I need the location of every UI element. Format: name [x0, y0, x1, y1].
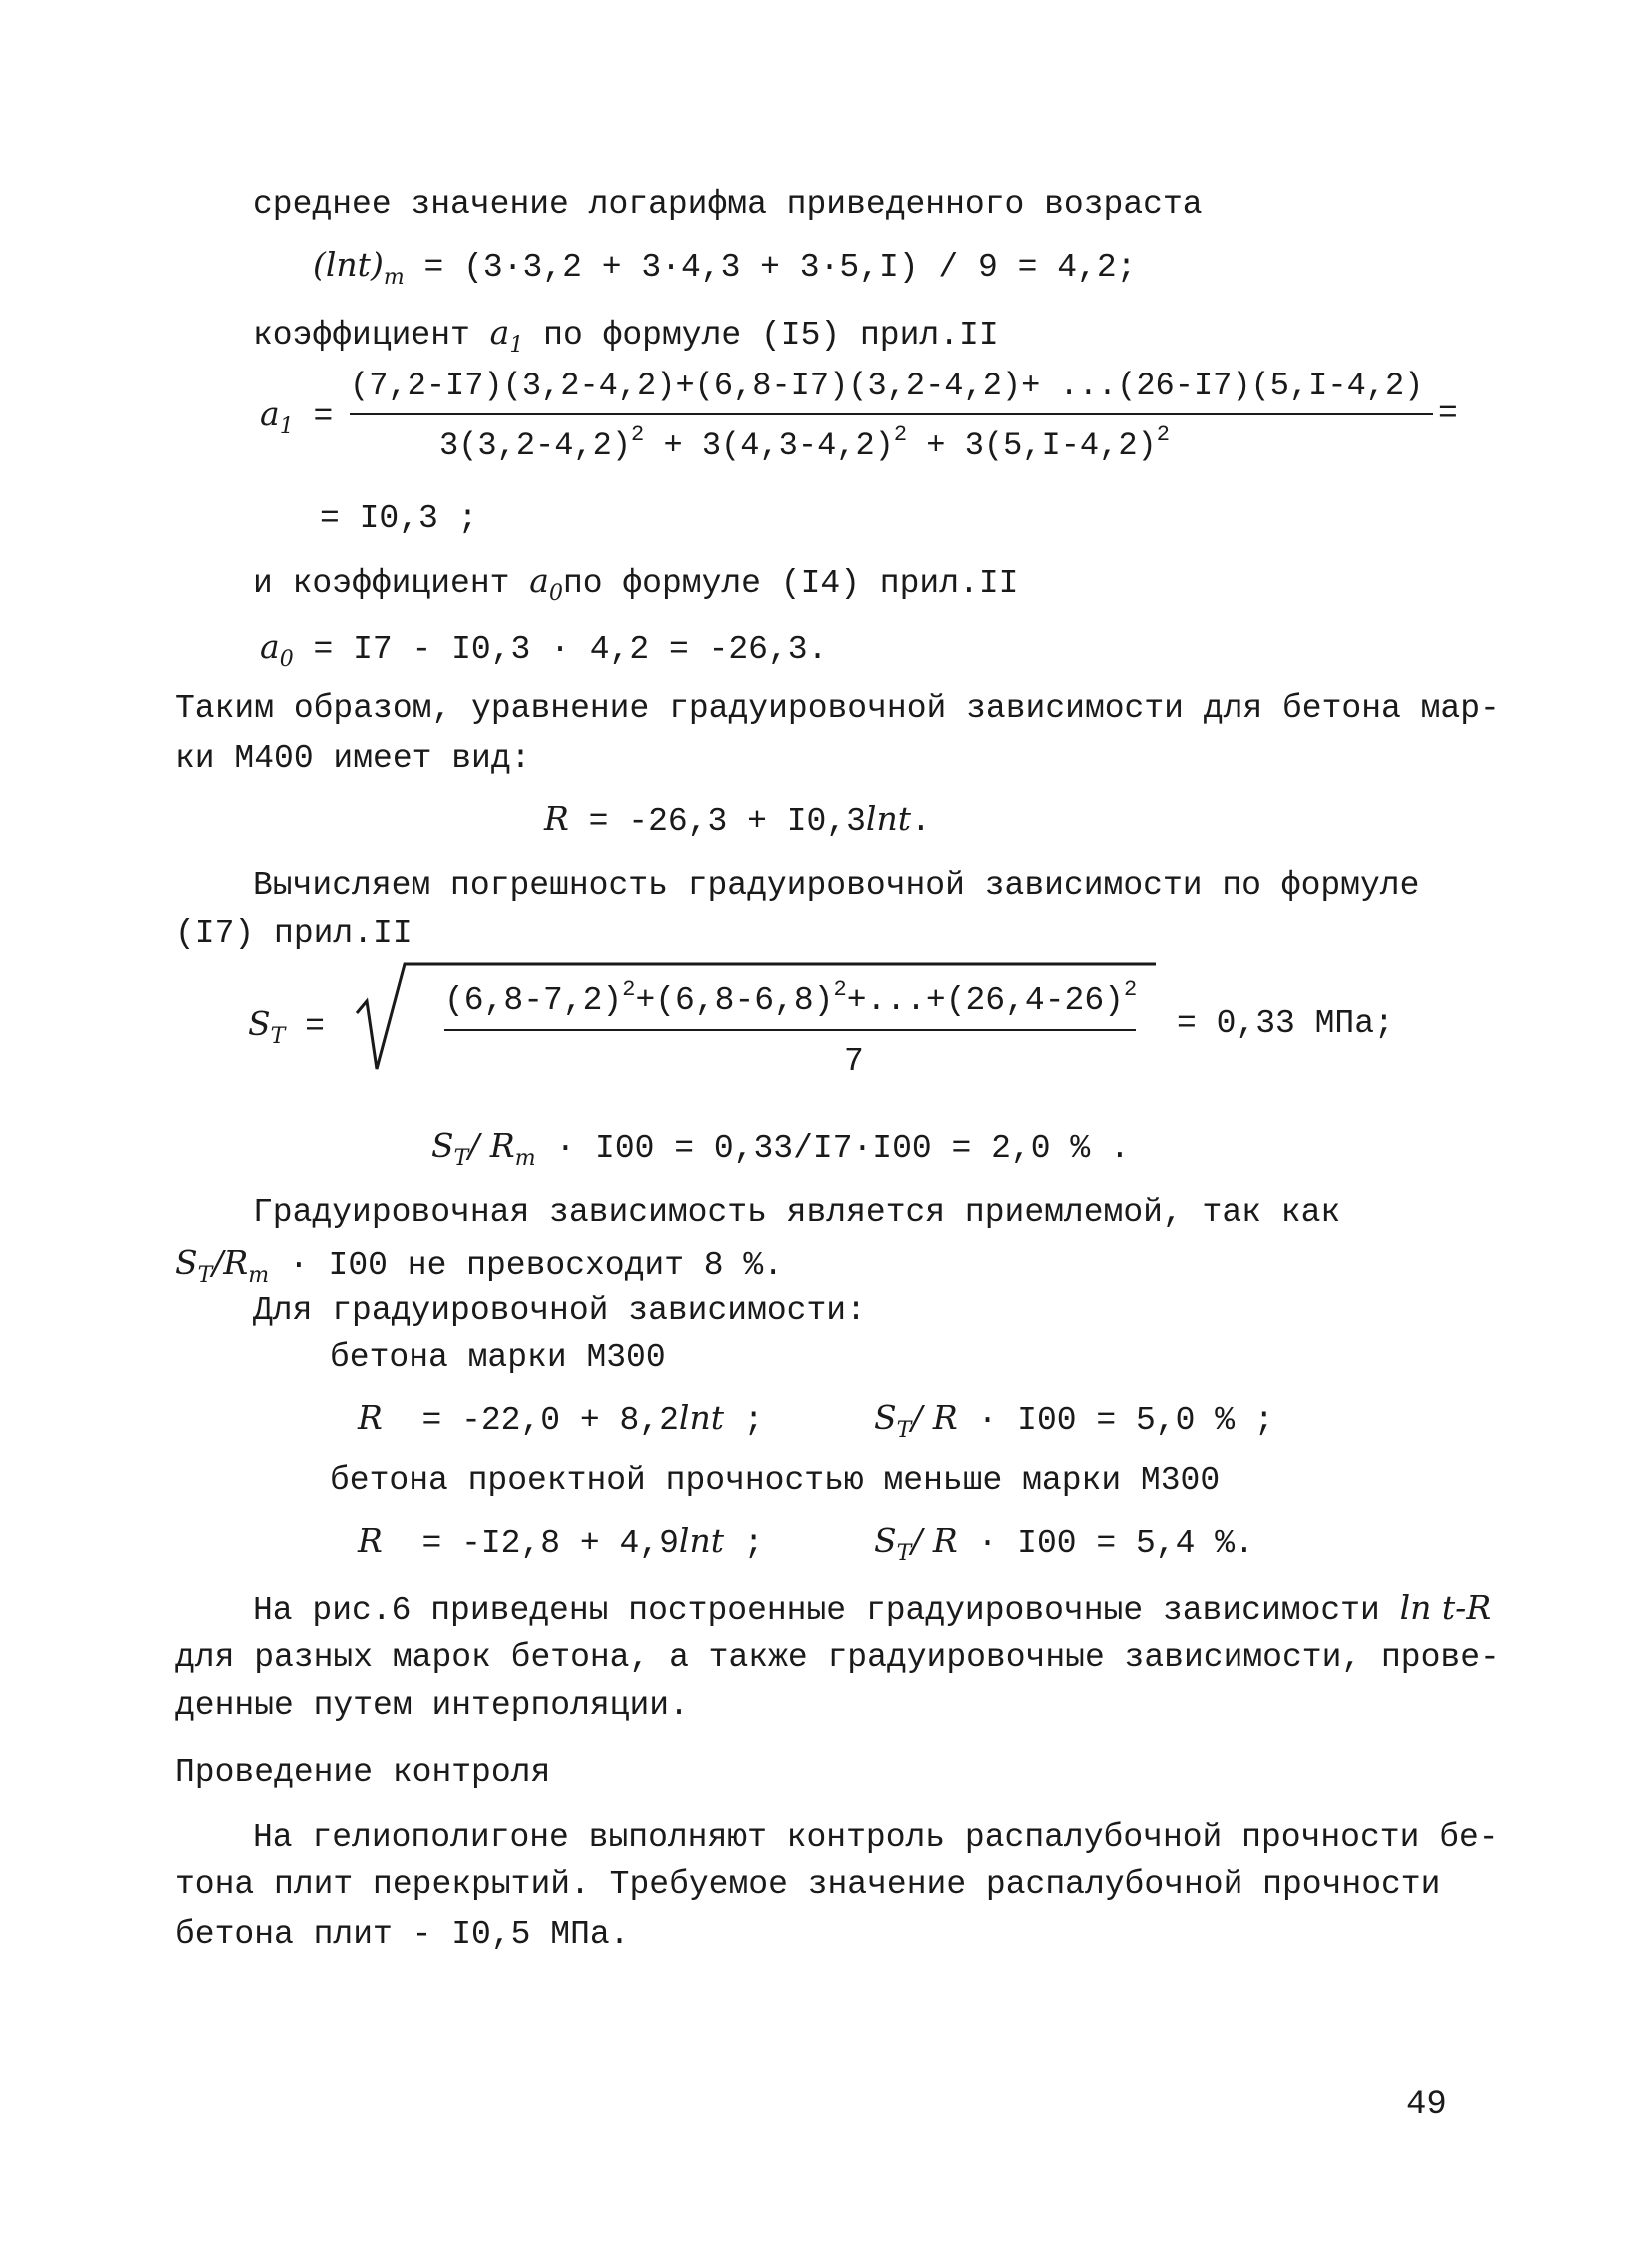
section-heading: Проведение контроля [175, 1754, 551, 1791]
paragraph-line: Градуировочная зависимость является приемлемой, так как [253, 1194, 1341, 1231]
var: a [260, 627, 280, 666]
text: коэффициент [253, 317, 470, 354]
part: +...+(26,4-26) [846, 982, 1124, 1019]
paragraph-line: денные путем интерполяции. [175, 1687, 689, 1724]
paragraph-line: Вычисляем погрешность градуировочной зависимости по формуле [253, 867, 1420, 904]
lhs: S [248, 1004, 271, 1043]
paragraph-line: Таким образом, уравнение градуировочной зависимости для бетона мар- [175, 690, 1500, 727]
semicolon: ; [724, 1402, 764, 1439]
var: S [431, 1126, 454, 1165]
part: (6,8-7,2) [444, 982, 623, 1019]
var-sub: 0 [548, 581, 563, 606]
mid: = -I2,8 + 4,9 [382, 1525, 679, 1562]
sup: 2 [622, 977, 636, 1002]
formula-st-numerator [444, 977, 1138, 1021]
lhs: (lnt) [313, 245, 384, 284]
paragraph-line: ки М400 имеет вид: [175, 740, 531, 777]
text: На рис.6 приведены построенные градуировочные зависимости [253, 1592, 1380, 1629]
text-line-coef-a1 [253, 313, 999, 356]
formula-st-result: = 0,33 МПа; [1177, 1005, 1394, 1042]
rhs: · I00 = 0,33/I7·I00 = 2,0 % . [555, 1130, 1130, 1167]
lhs: a [260, 394, 280, 433]
text: по формуле (I4) прил.II [562, 565, 1019, 602]
text: среднее значение логарифма приведенного возраста [253, 186, 1203, 223]
part: 3(3,2-4,2) [439, 427, 632, 464]
var: S [874, 1521, 897, 1560]
paragraph-line [253, 1588, 1491, 1631]
paragraph-line: тона плит перекрытий. Требуемое значение распалубочной прочности [175, 1867, 1441, 1903]
var: R [358, 1521, 383, 1560]
end: . [911, 803, 931, 840]
var-sub: m [514, 1146, 536, 1171]
sup: 2 [833, 977, 847, 1002]
var: / R [468, 1126, 515, 1165]
paragraph-line: для разных марок бетона, а также градуировочные зависимости, прове- [175, 1639, 1500, 1676]
paragraph-line [175, 1243, 783, 1286]
semicolon: ; [724, 1525, 764, 1562]
ln: lnt [865, 799, 911, 838]
paragraph-line: На гелиополигоне выполняют контроль распалубочной прочности бе- [253, 1819, 1499, 1856]
part: + 3(4,3-4,2) [644, 427, 894, 464]
var: / R [911, 1398, 958, 1437]
formula-mean-log [313, 245, 1136, 288]
text: и коэффициент [253, 565, 510, 602]
rhs: = I7 - I0,3 · 4,2 = -26,3. [313, 631, 828, 668]
formula-st-denominator: 7 [844, 1043, 864, 1080]
ln: lnt [678, 1521, 724, 1560]
var: R [544, 799, 569, 838]
paragraph-line: бетона проектной прочностью меньше марки М300 [330, 1462, 1221, 1499]
ln: ln t-R [1399, 1588, 1492, 1627]
mid: = -26,3 + I0,3 [568, 803, 866, 840]
var-sub: m [248, 1263, 270, 1288]
text: по формуле (I5) прил.II [543, 317, 999, 354]
var: S [874, 1398, 897, 1437]
text: · I00 не превосходит 8 %. [269, 1247, 784, 1284]
var-sub: T [896, 1418, 912, 1443]
lhs-sub: m [383, 265, 405, 290]
rhs: · I00 = 5,4 %. [957, 1525, 1254, 1562]
text-line-coef-a0 [253, 561, 1018, 604]
ln: lnt [678, 1398, 724, 1437]
var-sub: 1 [509, 333, 524, 358]
sup: 2 [893, 422, 908, 447]
text-line-mean-log [253, 185, 1203, 225]
var-sub: 0 [279, 647, 294, 672]
paragraph-line: бетона марки М300 [330, 1339, 666, 1376]
equation-below-m300-ratio [874, 1521, 1254, 1564]
part: + 3(5,I-4,2) [907, 427, 1157, 464]
formula-a1-result: = I0,3 ; [320, 500, 478, 537]
equation-m300 [358, 1398, 764, 1441]
var: R [358, 1398, 383, 1437]
formula-a0 [260, 627, 827, 670]
rhs: · I00 = 5,0 % ; [957, 1402, 1274, 1439]
mid: = -22,0 + 8,2 [382, 1402, 679, 1439]
var-sub: T [453, 1146, 469, 1171]
formula-a1-lhs [260, 394, 333, 437]
equation-m400 [544, 799, 931, 842]
fraction-bar [350, 413, 1433, 415]
paragraph-line: бетона плит - I0,5 МПа. [175, 1916, 630, 1953]
trailing-equals: = [1438, 395, 1458, 432]
equation-m300-ratio [874, 1398, 1274, 1441]
part: +(6,8-6,8) [635, 982, 834, 1019]
fraction-bar [444, 1029, 1136, 1031]
sup: 2 [631, 422, 645, 447]
var: S [175, 1243, 198, 1282]
var: a [529, 561, 549, 600]
equation-below-m300 [358, 1521, 764, 1564]
var: /R [212, 1243, 249, 1282]
equation-st-ratio [431, 1126, 1130, 1169]
var: a [489, 313, 510, 352]
equals: = [313, 398, 334, 435]
lhs-sub: 1 [279, 414, 294, 439]
sup: 2 [1123, 977, 1138, 1002]
equals: = [305, 1008, 325, 1045]
page-number: 49 [1406, 2086, 1447, 2124]
var: / R [911, 1521, 958, 1560]
formula-a1-numerator: (7,2-I7)(3,2-4,2)+(6,8-I7)(3,2-4,2)+ ...(26-I7)(5,I-4,2) [350, 368, 1424, 404]
lhs-sub: T [270, 1024, 286, 1049]
formula-st-lhs [248, 1004, 325, 1047]
formula-a1-denominator [439, 422, 1170, 465]
var-sub: T [896, 1541, 912, 1566]
paragraph-line: Для градуировочной зависимости: [253, 1292, 866, 1329]
rhs: = (3·3,2 + 3·4,3 + 3·5,I) / 9 = 4,2; [423, 249, 1137, 286]
var-sub: T [197, 1263, 213, 1288]
sup: 2 [1156, 422, 1170, 447]
paragraph-line: (I7) прил.II [175, 915, 413, 952]
